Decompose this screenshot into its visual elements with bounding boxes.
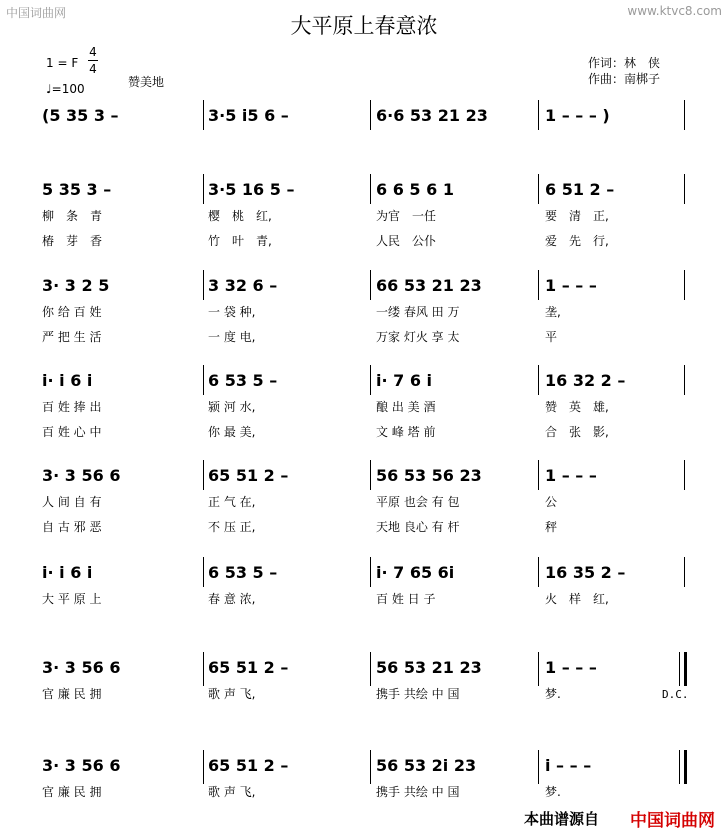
barline	[538, 365, 539, 395]
lyric-line: 火 样 红,	[545, 592, 609, 606]
barline	[203, 100, 204, 130]
lyric-line: 颍 河 水,	[208, 400, 256, 414]
dc-marking: D.C.	[662, 688, 689, 701]
lyric-line: 椿 芽 香	[42, 234, 103, 248]
lyric-line: 平	[545, 330, 558, 344]
barline	[370, 460, 371, 490]
measure-notes: 3· 3 56 6	[42, 466, 121, 485]
lyric-line: 一 度 电,	[208, 330, 256, 344]
lyric-line: 人 间 自 有	[42, 495, 102, 509]
barline	[203, 270, 204, 300]
measure-notes: 16 32 2 –	[545, 371, 626, 390]
barline	[370, 652, 371, 686]
lyric-line: 梦.	[545, 687, 561, 701]
measure-notes: i· i 6 i	[42, 563, 93, 582]
measure-notes: 1 – – –	[545, 276, 597, 295]
measure-notes: i· 7 6 i	[376, 371, 433, 390]
barline	[684, 270, 685, 300]
measure-notes: 1 – – –	[545, 658, 597, 677]
measure-notes: 6 6 5 6 1	[376, 180, 454, 199]
lyric-line: 梦.	[545, 785, 561, 799]
barline	[370, 100, 371, 130]
measure-notes: 5 35 3 –	[42, 180, 112, 199]
barline	[538, 174, 539, 204]
measure-notes: 1 – – –	[545, 466, 597, 485]
lyric-line: 正 气 在,	[208, 495, 256, 509]
lyric-line: 爱 先 行,	[545, 234, 609, 248]
measure-notes: 16 35 2 –	[545, 563, 626, 582]
barline	[370, 750, 371, 784]
measure-notes: 56 53 2i 23	[376, 756, 477, 775]
barline	[370, 365, 371, 395]
lyric-line: 柳 条 青	[42, 209, 103, 223]
lyric-line: 歌 声 飞,	[208, 687, 256, 701]
barline	[203, 750, 204, 784]
measure-notes: 3·5 16 5 –	[208, 180, 295, 199]
barline	[538, 100, 539, 130]
lyric-line: 赞 英 雄,	[545, 400, 609, 414]
lyric-line: 要 清 正,	[545, 209, 609, 223]
lyric-line: 一缕 春风 田 万	[376, 305, 460, 319]
barline	[684, 460, 685, 490]
lyric-line: 自 古 邪 恶	[42, 520, 102, 534]
watermark-left: 中国词曲网	[6, 6, 67, 20]
measure-notes: 66 53 21 23	[376, 276, 482, 295]
footer-source: 本曲谱源自	[524, 810, 600, 828]
barline	[203, 365, 204, 395]
barline	[679, 652, 680, 686]
barline	[538, 652, 539, 686]
watermark-right: www.ktvc8.com	[627, 4, 722, 18]
lyricist: 作词：林 侠	[588, 56, 661, 70]
time-signature: 4 4	[89, 45, 97, 76]
barline	[684, 652, 687, 686]
lyric-line: 秤	[545, 520, 558, 534]
lyric-line: 歌 声 飞,	[208, 785, 256, 799]
lyric-line: 为官 一任	[376, 209, 437, 223]
lyric-line: 垄,	[545, 305, 561, 319]
measure-notes: 6 53 5 –	[208, 371, 278, 390]
measure-notes: i· 7 65 6i	[376, 563, 455, 582]
barline	[203, 460, 204, 490]
barline	[679, 750, 680, 784]
barline	[684, 365, 685, 395]
barline	[370, 557, 371, 587]
lyric-line: 官 廉 民 拥	[42, 785, 102, 799]
barline	[538, 750, 539, 784]
measure-notes: (5 35 3 –	[42, 106, 119, 125]
lyric-line: 你 最 美,	[208, 425, 256, 439]
measure-notes: 3· 3 56 6	[42, 658, 121, 677]
measure-notes: 6 51 2 –	[545, 180, 615, 199]
measure-notes: i – – –	[545, 756, 592, 775]
lyric-line: 春 意 浓,	[208, 592, 256, 606]
lyric-line: 携手 共绘 中 国	[376, 785, 460, 799]
barline	[370, 174, 371, 204]
barline	[203, 174, 204, 204]
barline	[203, 557, 204, 587]
measure-notes: 6·6 53 21 23	[376, 106, 488, 125]
barline	[370, 270, 371, 300]
measure-notes: 6 53 5 –	[208, 563, 278, 582]
lyric-line: 文 峰 塔 前	[376, 425, 436, 439]
lyric-line: 樱 桃 红,	[208, 209, 272, 223]
barline	[684, 174, 685, 204]
key-signature: 1 = F	[46, 56, 79, 70]
barline	[538, 270, 539, 300]
lyric-line: 严 把 生 活	[42, 330, 102, 344]
lyric-line: 百 姓 捧 出	[42, 400, 102, 414]
barline	[203, 652, 204, 686]
footer-site: 中国词曲网	[630, 811, 715, 831]
measure-notes: 56 53 21 23	[376, 658, 482, 677]
lyric-line: 携手 共绘 中 国	[376, 687, 460, 701]
barline	[684, 750, 687, 784]
lyric-line: 平原 也会 有 包	[376, 495, 460, 509]
measure-notes: 65 51 2 –	[208, 466, 289, 485]
barline	[684, 100, 685, 130]
measure-notes: 65 51 2 –	[208, 658, 289, 677]
lyric-line: 官 廉 民 拥	[42, 687, 102, 701]
song-title: 大平原上春意浓	[290, 14, 438, 38]
barline	[684, 557, 685, 587]
barline	[538, 557, 539, 587]
measure-notes: i· i 6 i	[42, 371, 93, 390]
lyric-line: 百 姓 日 子	[376, 592, 436, 606]
lyric-line: 竹 叶 青,	[208, 234, 272, 248]
lyric-line: 人民 公仆	[376, 234, 437, 248]
measure-notes: 56 53 56 23	[376, 466, 482, 485]
lyric-line: 一 袋 种,	[208, 305, 256, 319]
lyric-line: 公	[545, 495, 558, 509]
lyric-line: 酿 出 美 酒	[376, 400, 436, 414]
lyric-line: 不 压 正,	[208, 520, 256, 534]
lyric-line: 你 给 百 姓	[42, 305, 102, 319]
measure-notes: 1 – – – )	[545, 106, 610, 125]
lyric-line: 合 张 影,	[545, 425, 609, 439]
lyric-line: 天地 良心 有 杆	[376, 520, 460, 534]
measure-notes: 3· 3 56 6	[42, 756, 121, 775]
composer: 作曲：南梆子	[588, 72, 661, 86]
lyric-line: 万家 灯火 享 太	[376, 330, 460, 344]
lyric-line: 大 平 原 上	[42, 592, 102, 606]
measure-notes: 3· 3 2 5	[42, 276, 110, 295]
tempo-marking: ♩=100	[46, 82, 85, 96]
measure-notes: 65 51 2 –	[208, 756, 289, 775]
measure-notes: 3 32 6 –	[208, 276, 278, 295]
lyric-line: 百 姓 心 中	[42, 425, 102, 439]
barline	[538, 460, 539, 490]
measure-notes: 3·5 i5 6 –	[208, 106, 289, 125]
style-marking: 赞美地	[128, 75, 165, 89]
